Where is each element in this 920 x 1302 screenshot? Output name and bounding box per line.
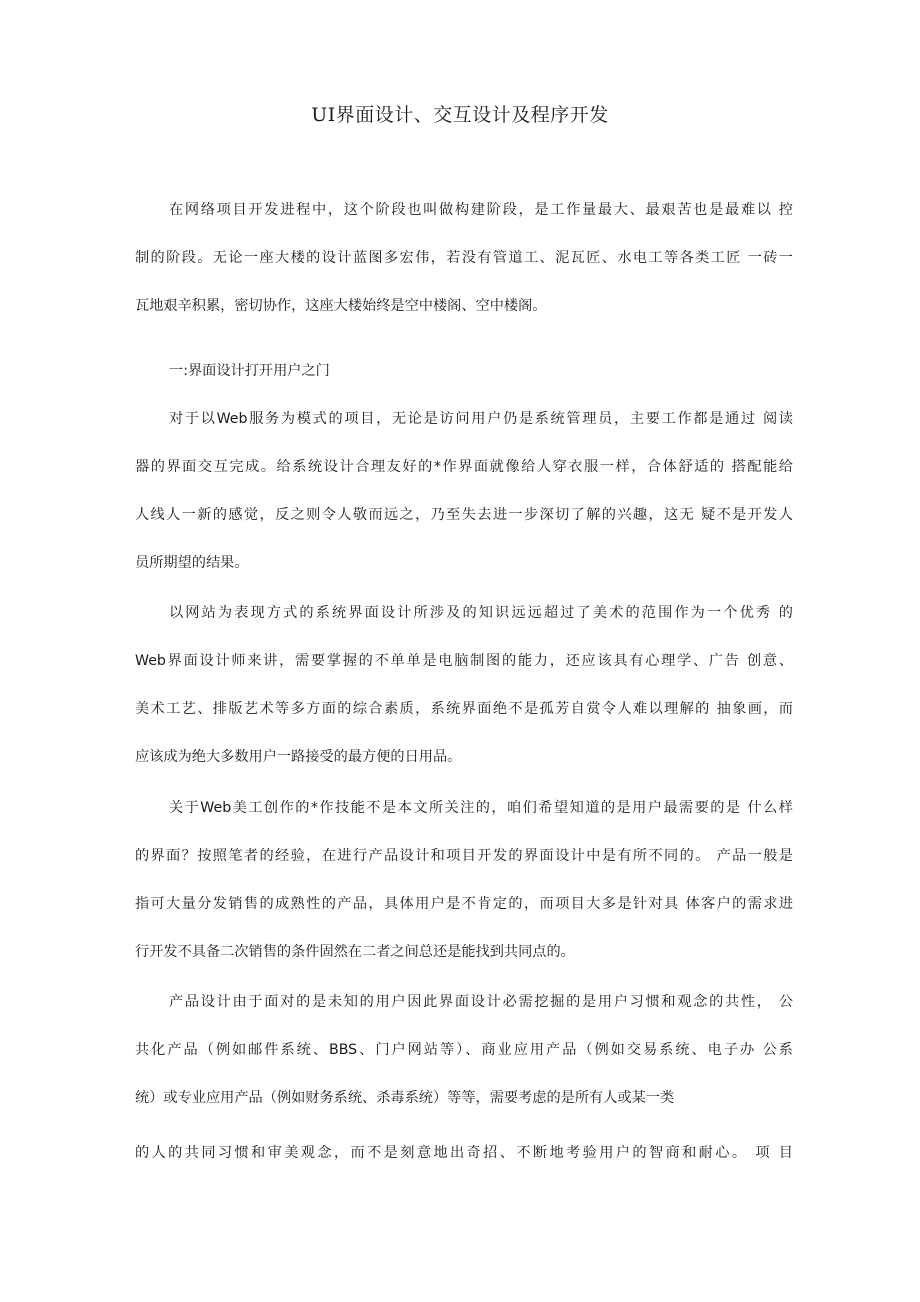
paragraph-2-line-4: 员所期望的结果。 (135, 555, 249, 571)
paragraph-2-line-3: 人线人一新的感觉，反之则令人敬而远之，乃至失去进一步深切了解的兴趣，这无 疑不是开发人 (135, 507, 793, 523)
paragraph-2-line-1: 对于以Web服务为模式的项目，无论是访问用户仍是系统管理员，主要工作都是通过 阅读 (169, 411, 793, 427)
paragraph-3-line-4: 应该成为绝大多数用户一路接受的最方便的日用品。 (135, 749, 462, 765)
paragraph-5-line-1: 产品设计由于面对的是未知的用户因此界面设计必需挖掘的是用户习惯和观念的共性， 公 (169, 994, 793, 1010)
paragraph-1-line-2: 制的阶段。无论一座大楼的设计蓝图多宏伟，若没有管道工、泥瓦匠、水电工等各类工匠 一砖一 (135, 250, 793, 266)
paragraph-4-line-4: 行开发不具备二次销售的条件固然在二者之间总还是能找到共同点的。 (135, 944, 575, 960)
section-heading: 一:界面设计打开用户之门 (169, 363, 330, 379)
paragraph-4-line-2: 的界面？按照笔者的经验，在进行产品设计和项目开发的界面设计中是有所不同的。 产品一般是 (135, 848, 793, 864)
paragraph-4-line-1: 关于Web美工创作的*作技能不是本文所关注的，咱们希望知道的是用户最需要的是 什么样 (169, 800, 793, 816)
document-title: UI界面设计、交互设计及程序开发 (311, 104, 609, 126)
paragraph-3-line-2: Web界面设计师来讲，需要掌握的不单单是电脑制图的能力，还应该具有心理学、广告 创意、 (135, 653, 793, 669)
paragraph-5-line-3: 统）或专业应用产品（例如财务系统、杀毒系统）等等，需要考虑的是所有人或某一类 (135, 1090, 675, 1106)
paragraph-3-line-3: 美术工艺、排版艺术等多方面的综合素质，系统界面绝不是孤芳自赏令人难以理解的 抽象画，而 (135, 701, 793, 717)
paragraph-1-line-1: 在网络项目开发进程中，这个阶段也叫做构建阶段，是工作量最大、最艰苦也是最难以 控 (169, 202, 793, 218)
paragraph-5-line-4: 的人的共同习惯和审美观念，而不是刻意地出奇招、不断地考验用户的智商和耐心。 项 目 (135, 1145, 793, 1161)
paragraph-2-line-2: 器的界面交互完成。给系统设计合理友好的*作界面就像给人穿衣服一样，合体舒适的 搭配能给 (135, 459, 793, 475)
paragraph-5-line-2: 共化产品（例如邮件系统、BBS、门户网站等）、商业应用产品（例如交易系统、电子办 公系 (135, 1042, 793, 1058)
paragraph-1-line-3: 瓦地艰辛积累，密切协作，这座大楼始终是空中楼阁、空中楼阁。 (135, 298, 547, 314)
paragraph-4-line-3: 指可大量分发销售的成熟性的产品，具体用户是不肯定的，而项目大多是针对具 体客户的需求进 (135, 896, 793, 912)
paragraph-3-line-1: 以网站为表现方式的系统界面设计所涉及的知识远远超过了美术的范围作为一个优秀 的 (169, 605, 793, 621)
